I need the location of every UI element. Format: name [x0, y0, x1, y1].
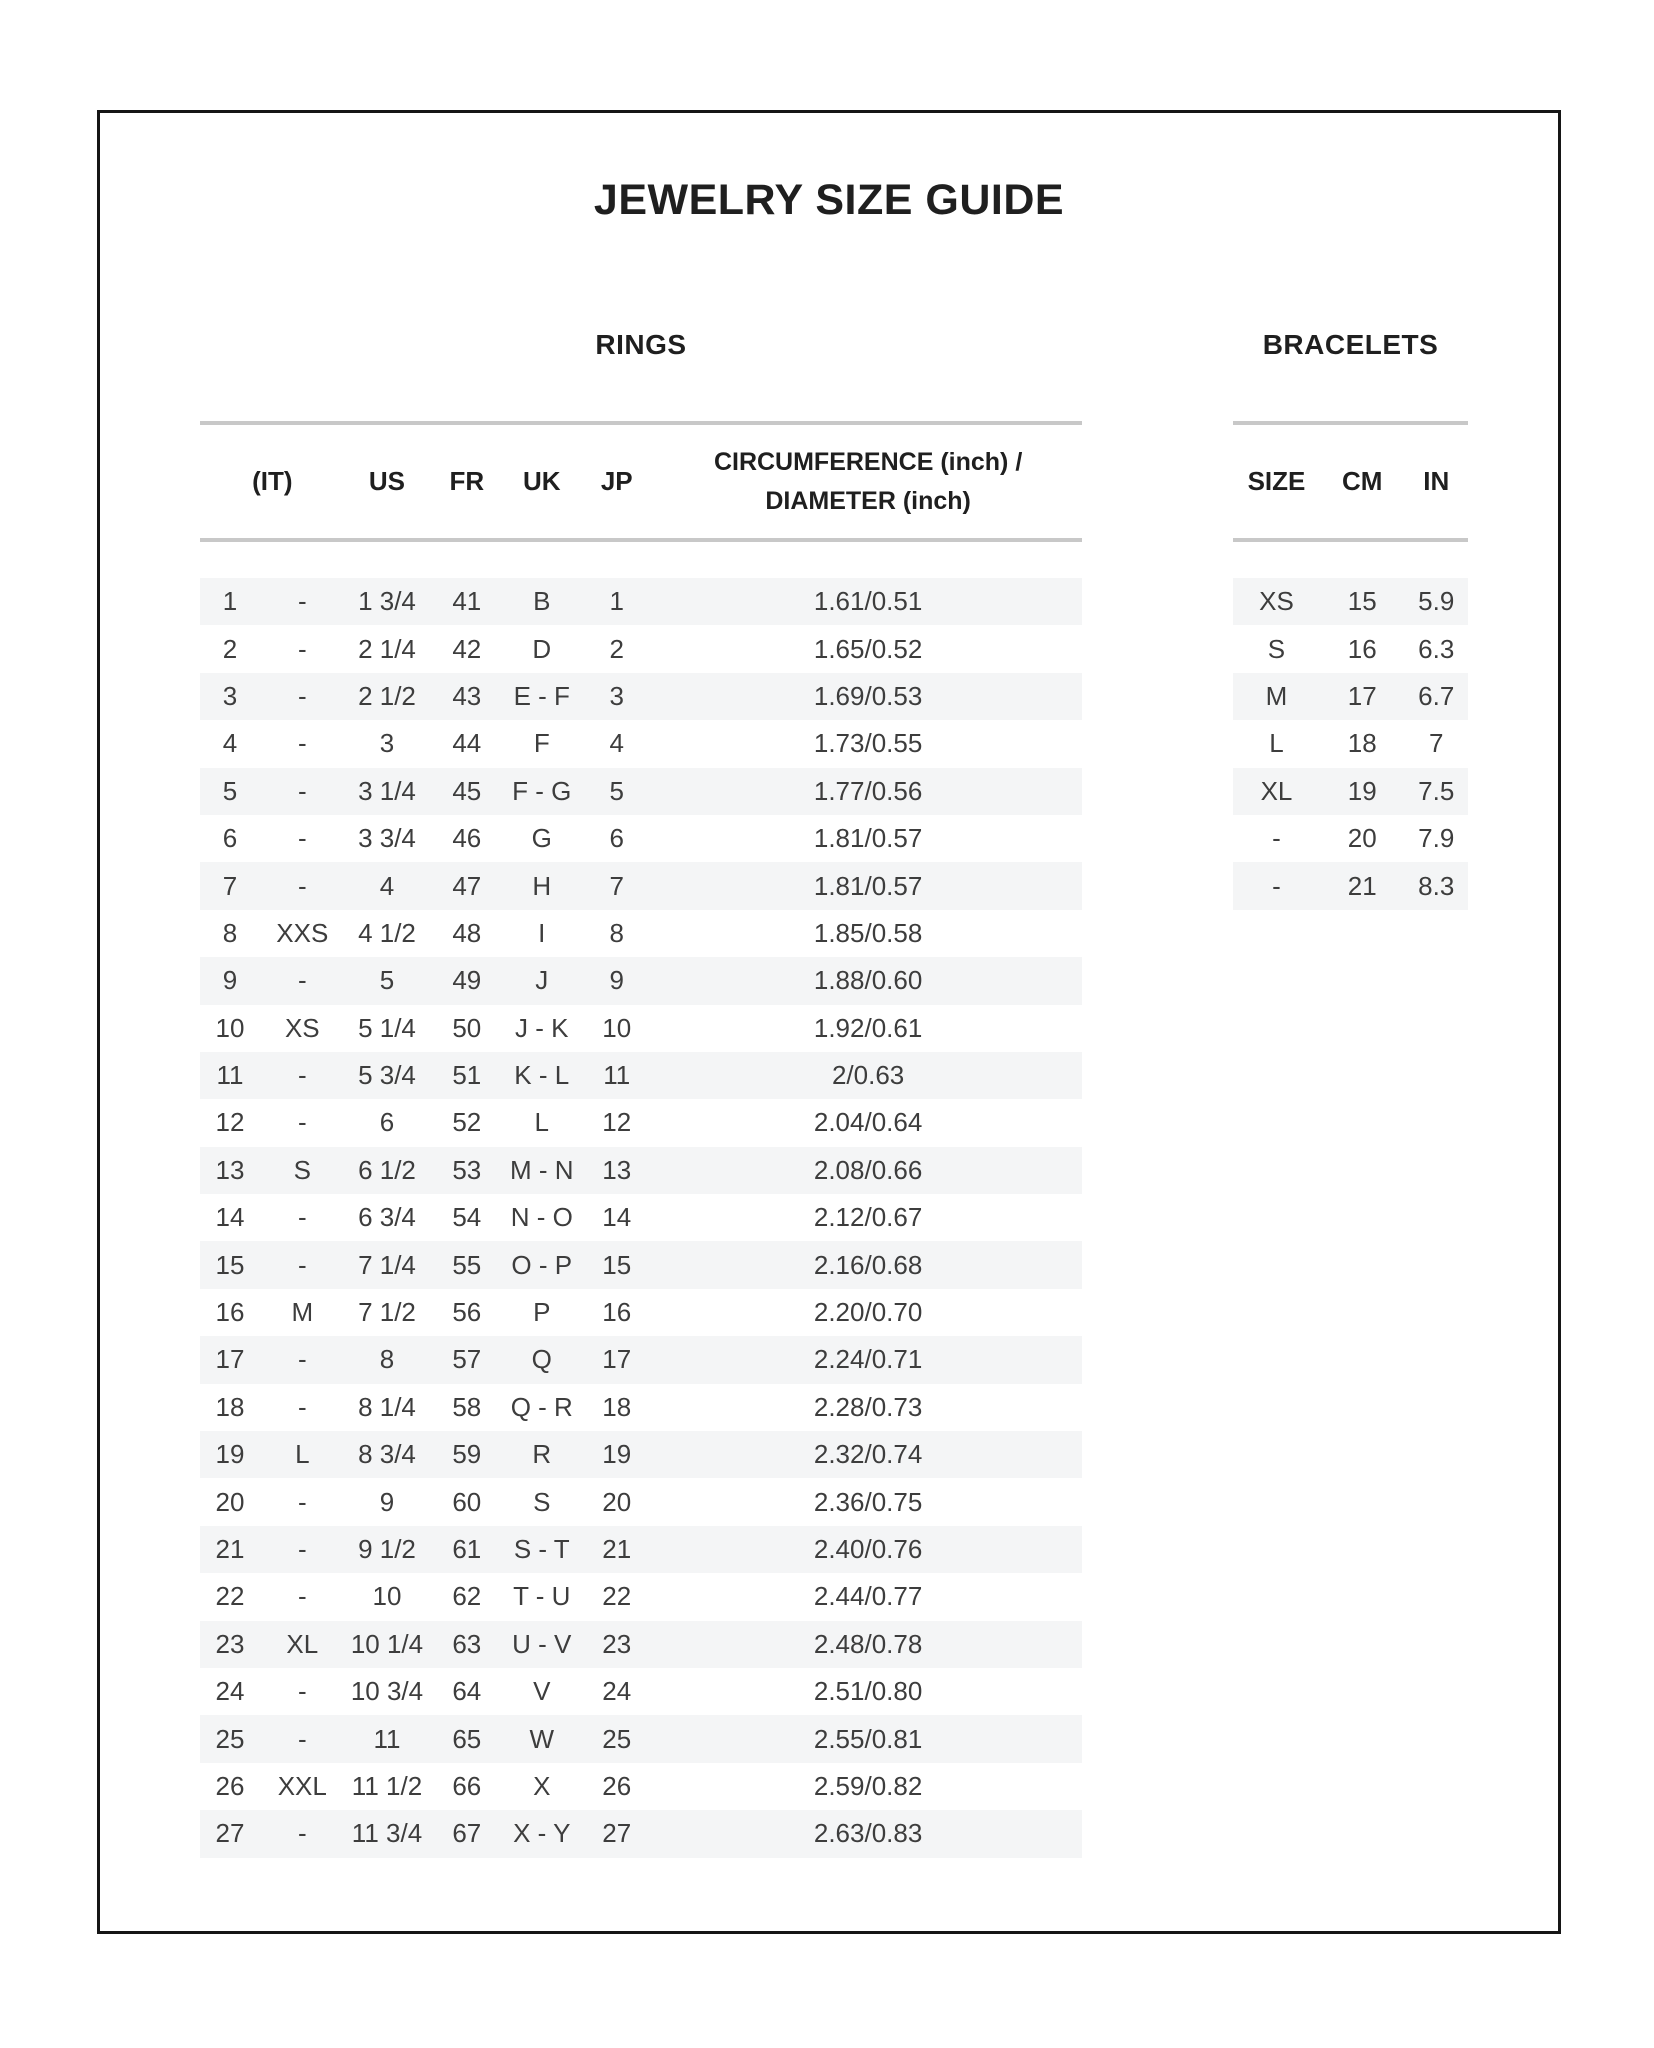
rings-header-us-size: US	[368, 466, 406, 496]
uk-size-cell: F - G	[512, 775, 572, 806]
rings-table-row	[200, 1099, 1082, 1146]
jp-size-cell: 27	[602, 1818, 632, 1849]
intl-size-cell: XXL	[277, 1770, 327, 1801]
fr-size-cell: 50	[452, 1012, 482, 1043]
intl-size-cell: -	[297, 775, 307, 806]
rings-table-row	[200, 1715, 1082, 1762]
it-size-cell: 23	[215, 1628, 245, 1659]
fr-size-cell: 60	[452, 1486, 482, 1517]
it-size-cell: 19	[215, 1439, 245, 1470]
intl-size-cell: M	[291, 1297, 314, 1328]
uk-size-cell: G	[531, 823, 552, 854]
rings-table-header	[200, 421, 1082, 542]
jp-size-cell: 11	[603, 1060, 631, 1091]
it-size-cell: 8	[222, 917, 238, 948]
us-size-cell: 4	[379, 870, 395, 901]
fr-size-cell: 46	[452, 823, 482, 854]
bracelet-cm-cell: 16	[1347, 633, 1377, 664]
us-size-cell: 10 1/4	[350, 1628, 424, 1659]
intl-size-cell: -	[297, 1249, 307, 1280]
circumference-diameter-cell: 1.65/0.52	[813, 633, 923, 664]
rings-table-row	[200, 1384, 1082, 1431]
jp-size-cell: 10	[602, 1012, 632, 1043]
fr-size-cell: 58	[452, 1391, 482, 1422]
it-size-cell: 26	[215, 1770, 245, 1801]
uk-size-cell: L	[534, 1107, 549, 1138]
rings-table-row	[200, 1147, 1082, 1194]
uk-size-cell: I	[538, 917, 546, 948]
fr-size-cell: 65	[452, 1723, 482, 1754]
jp-size-cell: 26	[602, 1770, 632, 1801]
circumference-diameter-cell: 2/0.63	[831, 1060, 905, 1091]
fr-size-cell: 56	[452, 1297, 482, 1328]
fr-size-cell: 43	[452, 680, 482, 711]
circumference-diameter-cell: 1.92/0.61	[813, 1012, 923, 1043]
intl-size-cell: -	[297, 1107, 307, 1138]
fr-size-cell: 63	[452, 1628, 482, 1659]
bracelets-header-cm: CM	[1342, 466, 1383, 496]
circumference-diameter-cell: 1.61/0.51	[813, 586, 923, 617]
intl-size-cell: -	[297, 1723, 307, 1754]
fr-size-cell: 47	[452, 870, 482, 901]
jp-size-cell: 14	[602, 1202, 632, 1233]
bracelets-table-body	[1233, 578, 1468, 910]
rings-table-row	[200, 1336, 1082, 1383]
us-size-cell: 11	[373, 1723, 401, 1754]
bracelet-in-cell: 6.7	[1418, 680, 1455, 711]
it-size-cell: 4	[222, 728, 238, 759]
bracelets-table-row	[1233, 720, 1468, 767]
bracelet-size-cell: L	[1269, 728, 1284, 759]
circumference-diameter-cell: 2.20/0.70	[813, 1297, 923, 1328]
us-size-cell: 10 3/4	[350, 1676, 424, 1707]
rings-table-row	[200, 957, 1082, 1004]
jp-size-cell: 12	[602, 1107, 632, 1138]
bracelet-cm-cell: 15	[1347, 586, 1377, 617]
it-size-cell: 21	[215, 1534, 245, 1564]
jp-size-cell: 18	[602, 1391, 632, 1422]
uk-size-cell: Q - R	[510, 1391, 573, 1422]
fr-size-cell: 53	[452, 1154, 482, 1185]
it-size-cell: 11	[216, 1060, 244, 1091]
uk-size-cell: W	[529, 1723, 555, 1754]
us-size-cell: 5 3/4	[358, 1060, 416, 1091]
jp-size-cell: 3	[609, 680, 624, 711]
bracelets-header-in: IN	[1423, 466, 1450, 496]
rings-table-row	[200, 862, 1082, 909]
fr-size-cell: 57	[452, 1344, 482, 1375]
bracelet-size-cell: -	[1272, 870, 1281, 901]
rings-table-row	[200, 625, 1082, 672]
circumference-diameter-cell: 2.16/0.68	[813, 1249, 923, 1280]
intl-size-cell: L	[295, 1439, 310, 1470]
fr-size-cell: 67	[452, 1818, 482, 1849]
rings-header-it-size: (IT)	[252, 466, 293, 496]
bracelet-size-cell: XL	[1260, 775, 1293, 806]
fr-size-cell: 64	[452, 1676, 482, 1707]
bracelet-in-cell: 7.5	[1418, 775, 1455, 806]
jp-size-cell: 9	[609, 965, 624, 996]
uk-size-cell: S - T	[513, 1534, 570, 1564]
it-size-cell: 17	[215, 1344, 245, 1375]
us-size-cell: 1 3/4	[358, 586, 416, 617]
intl-size-cell: -	[297, 965, 307, 996]
circumference-diameter-cell: 2.12/0.67	[813, 1202, 923, 1233]
it-size-cell: 18	[215, 1391, 245, 1422]
intl-size-cell: XS	[284, 1012, 320, 1043]
jp-size-cell: 20	[602, 1486, 632, 1517]
us-size-cell: 6 3/4	[358, 1202, 416, 1233]
jp-size-cell: 19	[602, 1439, 632, 1470]
circumference-diameter-cell: 1.73/0.55	[813, 728, 923, 759]
jp-size-cell: 7	[609, 870, 624, 901]
uk-size-cell: D	[532, 633, 552, 664]
rings-header-fr-size: FR	[449, 466, 485, 496]
intl-size-cell: -	[297, 1676, 307, 1707]
us-size-cell: 3 1/4	[358, 775, 416, 806]
uk-size-cell: V	[533, 1676, 551, 1707]
it-size-cell: 13	[215, 1154, 245, 1185]
bracelets-table-header	[1233, 421, 1468, 542]
uk-size-cell: S	[533, 1486, 551, 1517]
circumference-diameter-cell: 2.63/0.83	[813, 1818, 923, 1849]
bracelet-in-cell: 7	[1429, 728, 1444, 759]
rings-table-row	[200, 720, 1082, 767]
intl-size-cell: -	[297, 633, 307, 664]
it-size-cell: 6	[222, 823, 238, 854]
rings-table-row	[200, 1431, 1082, 1478]
us-size-cell: 5	[379, 965, 395, 996]
us-size-cell: 8 1/4	[358, 1391, 416, 1422]
circumference-diameter-cell: 1.77/0.56	[813, 775, 923, 806]
rings-table-row	[200, 1668, 1082, 1715]
circumference-diameter-cell: 2.24/0.71	[813, 1344, 923, 1375]
circumference-diameter-cell: 2.44/0.77	[813, 1581, 923, 1612]
bracelet-cm-cell: 20	[1347, 823, 1377, 854]
bracelet-cm-cell: 18	[1347, 728, 1377, 759]
uk-size-cell: X - Y	[513, 1818, 571, 1849]
it-size-cell: 1	[222, 586, 238, 617]
uk-size-cell: U - V	[512, 1628, 572, 1659]
jp-size-cell: 2	[609, 633, 624, 664]
jp-size-cell: 22	[602, 1581, 632, 1612]
circumference-diameter-cell: 1.81/0.57	[813, 823, 923, 854]
rings-table-row	[200, 1573, 1082, 1620]
intl-size-cell: -	[297, 1391, 307, 1422]
rings-table-row	[200, 815, 1082, 862]
fr-size-cell: 48	[452, 917, 482, 948]
uk-size-cell: K - L	[514, 1060, 570, 1091]
circumference-diameter-cell: 1.88/0.60	[813, 965, 923, 996]
it-size-cell: 24	[215, 1676, 245, 1707]
fr-size-cell: 52	[452, 1107, 482, 1138]
us-size-cell: 3	[379, 728, 395, 759]
us-size-cell: 7 1/2	[358, 1297, 416, 1328]
jp-size-cell: 8	[609, 917, 624, 948]
intl-size-cell: -	[297, 1202, 307, 1233]
us-size-cell: 10	[372, 1581, 402, 1612]
rings-section-heading: RINGS	[595, 329, 687, 360]
rings-table-row	[200, 673, 1082, 720]
us-size-cell: 2 1/2	[358, 680, 416, 711]
circumference-diameter-cell: 2.32/0.74	[813, 1439, 923, 1470]
bracelets-table-row	[1233, 768, 1468, 815]
rings-table-row	[200, 1289, 1082, 1336]
jp-size-cell: 23	[602, 1628, 632, 1659]
intl-size-cell: S	[293, 1154, 311, 1185]
us-size-cell: 9	[379, 1486, 395, 1517]
uk-size-cell: B	[533, 586, 551, 617]
bracelets-table-row	[1233, 673, 1468, 720]
uk-size-cell: X	[533, 1770, 551, 1801]
rings-table-row	[200, 910, 1082, 957]
it-size-cell: 7	[222, 870, 238, 901]
intl-size-cell: -	[297, 1534, 307, 1564]
intl-size-cell: -	[297, 1060, 307, 1091]
us-size-cell: 3 3/4	[358, 823, 416, 854]
circumference-header-line1: CIRCUMFERENCE (inch) /	[713, 447, 1023, 476]
jp-size-cell: 1	[609, 586, 624, 617]
it-size-cell: 20	[215, 1486, 245, 1517]
circumference-diameter-cell: 2.08/0.66	[813, 1154, 923, 1185]
jp-size-cell: 24	[602, 1676, 632, 1707]
bracelet-size-cell: -	[1272, 823, 1281, 854]
rings-table-body	[200, 578, 1082, 1858]
fr-size-cell: 41	[452, 586, 482, 617]
it-size-cell: 25	[215, 1723, 245, 1754]
jp-size-cell: 21	[602, 1534, 632, 1564]
bracelet-in-cell: 6.3	[1418, 633, 1455, 664]
it-size-cell: 2	[222, 633, 238, 664]
bracelet-size-cell: S	[1267, 633, 1286, 664]
bracelet-cm-cell: 21	[1347, 870, 1377, 901]
us-size-cell: 8	[379, 1344, 395, 1375]
circumference-diameter-cell: 2.36/0.75	[813, 1486, 923, 1517]
circumference-diameter-cell: 1.85/0.58	[813, 917, 923, 948]
rings-header-uk-size: UK	[522, 466, 561, 496]
uk-size-cell: R	[532, 1439, 552, 1470]
bracelet-cm-cell: 17	[1347, 680, 1377, 711]
circumference-diameter-cell: 2.59/0.82	[813, 1770, 923, 1801]
us-size-cell: 5 1/4	[358, 1012, 416, 1043]
bracelets-table-row	[1233, 625, 1468, 672]
circumference-diameter-cell: 2.04/0.64	[813, 1107, 923, 1138]
uk-size-cell: J - K	[515, 1012, 569, 1043]
uk-size-cell: E - F	[513, 680, 570, 711]
jp-size-cell: 15	[602, 1249, 632, 1280]
us-size-cell: 11 1/2	[351, 1770, 423, 1801]
rings-header-jp-size: JP	[600, 466, 633, 496]
uk-size-cell: J	[535, 965, 549, 996]
it-size-cell: 10	[215, 1012, 245, 1043]
uk-size-cell: H	[532, 870, 552, 901]
intl-size-cell: -	[297, 586, 307, 617]
fr-size-cell: 51	[452, 1060, 482, 1091]
circumference-header-line2: DIAMETER (inch)	[765, 486, 971, 515]
circumference-diameter-cell: 2.28/0.73	[813, 1391, 923, 1422]
bracelet-in-cell: 8.3	[1418, 870, 1455, 901]
intl-size-cell: -	[297, 728, 307, 759]
intl-size-cell: -	[297, 1818, 307, 1849]
it-size-cell: 16	[215, 1297, 245, 1328]
us-size-cell: 9 1/2	[358, 1534, 416, 1564]
fr-size-cell: 62	[452, 1581, 482, 1612]
rings-table-row	[200, 1810, 1082, 1857]
rings-table-row	[200, 1526, 1082, 1573]
circumference-diameter-cell: 1.81/0.57	[813, 870, 923, 901]
us-size-cell: 2 1/4	[358, 633, 416, 664]
us-size-cell: 8 3/4	[358, 1439, 416, 1470]
rings-header-circumference	[654, 443, 1082, 521]
uk-size-cell: P	[533, 1297, 551, 1328]
it-size-cell: 15	[215, 1249, 245, 1280]
us-size-cell: 6	[379, 1107, 395, 1138]
fr-size-cell: 45	[452, 775, 482, 806]
intl-size-cell: -	[297, 823, 307, 854]
it-size-cell: 9	[222, 965, 238, 996]
uk-size-cell: F	[533, 728, 550, 759]
fr-size-cell: 55	[452, 1249, 482, 1280]
fr-size-cell: 49	[452, 965, 482, 996]
bracelet-in-cell: 7.9	[1418, 823, 1455, 854]
fr-size-cell: 44	[452, 728, 482, 759]
bracelets-table-row	[1233, 815, 1468, 862]
it-size-cell: 12	[215, 1107, 245, 1138]
rings-table-row	[200, 1621, 1082, 1668]
fr-size-cell: 42	[452, 633, 482, 664]
jp-size-cell: 17	[602, 1344, 632, 1375]
uk-size-cell: M - N	[509, 1154, 574, 1185]
bracelets-header-size: SIZE	[1247, 466, 1306, 496]
intl-size-cell: XL	[286, 1628, 319, 1659]
circumference-diameter-cell: 1.69/0.53	[813, 680, 923, 711]
circumference-diameter-cell: 2.51/0.80	[813, 1676, 923, 1707]
us-size-cell: 11 3/4	[351, 1818, 423, 1849]
uk-size-cell: N - O	[510, 1202, 573, 1233]
it-size-cell: 22	[215, 1581, 245, 1612]
circumference-diameter-cell: 2.48/0.78	[813, 1628, 923, 1659]
fr-size-cell: 59	[452, 1439, 482, 1470]
us-size-cell: 7 1/4	[358, 1249, 416, 1280]
it-size-cell: 14	[215, 1202, 245, 1233]
jp-size-cell: 25	[602, 1723, 632, 1754]
it-size-cell: 27	[215, 1818, 245, 1849]
rings-table-row	[200, 1005, 1082, 1052]
bracelet-size-cell: XS	[1259, 586, 1294, 617]
intl-size-cell: -	[297, 870, 307, 901]
rings-table-row	[200, 768, 1082, 815]
intl-size-cell: -	[297, 1344, 307, 1375]
intl-size-cell: XXS	[276, 917, 329, 948]
jp-size-cell: 13	[602, 1154, 632, 1185]
intl-size-cell: -	[297, 1581, 307, 1612]
fr-size-cell: 61	[452, 1534, 482, 1564]
bracelet-size-cell: M	[1265, 680, 1288, 711]
rings-table-row	[200, 1478, 1082, 1525]
it-size-cell: 5	[222, 775, 238, 806]
uk-size-cell: O - P	[511, 1249, 573, 1280]
bracelet-in-cell: 5.9	[1418, 586, 1455, 617]
jp-size-cell: 4	[609, 728, 624, 759]
bracelet-cm-cell: 19	[1347, 775, 1377, 806]
rings-table-row	[200, 1241, 1082, 1288]
bracelets-table-row	[1233, 862, 1468, 909]
fr-size-cell: 66	[452, 1770, 482, 1801]
rings-table-row	[200, 578, 1082, 625]
bracelets-section-heading: BRACELETS	[1262, 329, 1439, 360]
circumference-diameter-cell: 2.55/0.81	[813, 1723, 923, 1754]
rings-table-row	[200, 1052, 1082, 1099]
intl-size-cell: -	[297, 1486, 307, 1517]
uk-size-cell: T - U	[513, 1581, 571, 1612]
jp-size-cell: 6	[609, 823, 624, 854]
us-size-cell: 4 1/2	[358, 917, 416, 948]
jp-size-cell: 16	[602, 1297, 632, 1328]
uk-size-cell: Q	[531, 1344, 552, 1375]
jp-size-cell: 5	[609, 775, 624, 806]
it-size-cell: 3	[222, 680, 238, 711]
bracelets-table-row	[1233, 578, 1468, 625]
rings-table-row	[200, 1194, 1082, 1241]
intl-size-cell: -	[297, 680, 307, 711]
us-size-cell: 6 1/2	[358, 1154, 416, 1185]
page-title: JEWELRY SIZE GUIDE	[593, 176, 1065, 224]
fr-size-cell: 54	[452, 1202, 482, 1233]
rings-table-row	[200, 1763, 1082, 1810]
circumference-diameter-cell: 2.40/0.76	[813, 1534, 923, 1564]
